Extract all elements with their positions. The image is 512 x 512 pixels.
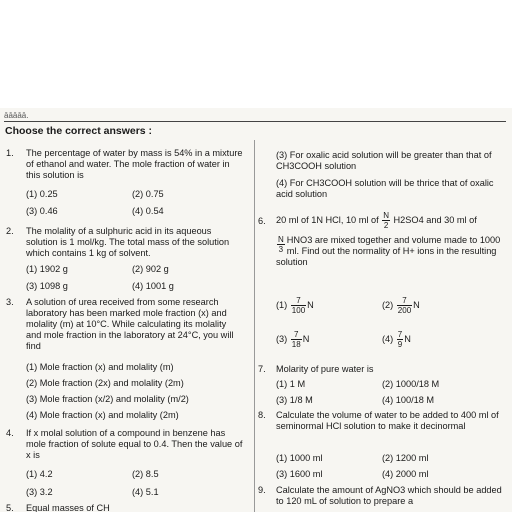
q5-number: 5. [6, 503, 14, 512]
prev-option-3: (3) For oxalic acid solution will be greater than that of CH3COOH solution [276, 150, 492, 171]
q3-text: A solution of urea received from some research laboratory has been marked mole fraction (x) and molality (m) at 10°C. While calculating its molality and mole fraction in the laboratory at 24°C, you will find [26, 297, 234, 351]
q2-option-4: (4) 1001 g [132, 281, 174, 291]
q6-option-2: (2) $\frac{7}{200}$ N [382, 296, 420, 315]
q6-line1 [276, 211, 508, 230]
q6-number: 6. [258, 216, 266, 226]
q3-option-2: (2) Mole fraction (2x) and molality (2m) [26, 378, 184, 388]
q8-number: 8. [258, 410, 266, 420]
q8-option-1: (1) 1000 ml [276, 453, 323, 463]
q1-option-3: (3) 0.46 [26, 206, 58, 216]
q9-text: Calculate the amount of AgNO3 which should be added to 120 mL of solution to prepare a [276, 485, 502, 506]
q2-text: The molality of a sulphuric acid in its aqueous solution is 1 mol/kg. The total mass of the solution which contains 1 kg of solvent. [26, 226, 230, 258]
q6-option-4: (4) $\frac{7}{9}$ N [382, 330, 411, 349]
q7-option-1: (1) 1 M [276, 379, 306, 389]
q3-number: 3. [6, 297, 14, 307]
q6-line2 [276, 235, 508, 268]
q2-option-3: (3) 1098 g [26, 281, 68, 291]
q1-option-4: (4) 0.54 [132, 206, 164, 216]
q7-option-4: (4) 100/18 M [382, 395, 435, 405]
q8-option-2: (2) 1200 ml [382, 453, 429, 463]
q6-line2-text: HNO3 are mixed together and volume made to 1000 ml. Find out the normality of H+ ions in the resulting solution [276, 235, 501, 267]
q4-option-4: (4) 5.1 [132, 487, 159, 497]
q2-option-1: (1) 1902 g [26, 264, 68, 274]
column-divider [254, 140, 255, 512]
q6-option-1: (1) $\frac{7}{100}$ N [276, 296, 314, 315]
top-rule [4, 121, 506, 122]
q5-text: Equal masses of CH [26, 503, 110, 512]
q4-option-3: (3) 3.2 [26, 487, 53, 497]
q1-option-1: (1) 0.25 [26, 189, 58, 199]
q2-option-2: (2) 902 g [132, 264, 169, 274]
q6-line1-a: 20 ml of 1N HCl, 10 ml of [276, 214, 379, 225]
q1-number: 1. [6, 148, 14, 158]
q7-option-2: (2) 1000/18 M [382, 379, 440, 389]
q7-number: 7. [258, 364, 266, 374]
q8-option-3: (3) 1600 ml [276, 469, 323, 479]
q3-option-1: (1) Mole fraction (x) and molality (m) [26, 362, 174, 372]
q3-option-4: (4) Mole fraction (x) and molality (2m) [26, 410, 179, 420]
q4-number: 4. [6, 428, 14, 438]
section-heading: Choose the correct answers : [5, 125, 153, 137]
q8-option-4: (4) 2000 ml [382, 469, 429, 479]
q4-option-2: (2) 8.5 [132, 469, 159, 479]
q1-option-2: (2) 0.75 [132, 189, 164, 199]
q6-line1-b: H2SO4 and 30 ml of [393, 214, 477, 225]
q6-fraction-n-over-3: $\frac{N}{3}$ [278, 235, 284, 254]
q7-option-3: (3) 1/8 M [276, 395, 313, 405]
q2-number: 2. [6, 226, 14, 236]
q6-fraction-n-over-2: $\frac{N}{2}$ [383, 211, 389, 230]
q8-text: Calculate the volume of water to be added to 400 ml of seminormal HCl solution to make it decinormal [276, 410, 499, 431]
prev-option-4: (4) For CH3COOH solution will be thrice that of oxalic acid solution [276, 178, 494, 199]
q4-option-1: (1) 4.2 [26, 469, 53, 479]
q1-text: The percentage of water by mass is 54% in a mixture of ethanol and water. The mole fraction of water in this solution is [26, 148, 243, 180]
q4-text: If x molal solution of a compound in benzene has mole fraction of solute equal to 0.4. Then the value of x is [26, 428, 243, 460]
cut-off-text: āāāāā. [4, 111, 29, 120]
q3-option-3: (3) Mole fraction (x/2) and molality (m/2) [26, 394, 189, 404]
q7-text: Molarity of pure water is [276, 364, 374, 374]
document-page [0, 108, 512, 512]
q9-number: 9. [258, 485, 266, 495]
q6-option-3: (3) $\frac{7}{18}$ N [276, 330, 310, 349]
